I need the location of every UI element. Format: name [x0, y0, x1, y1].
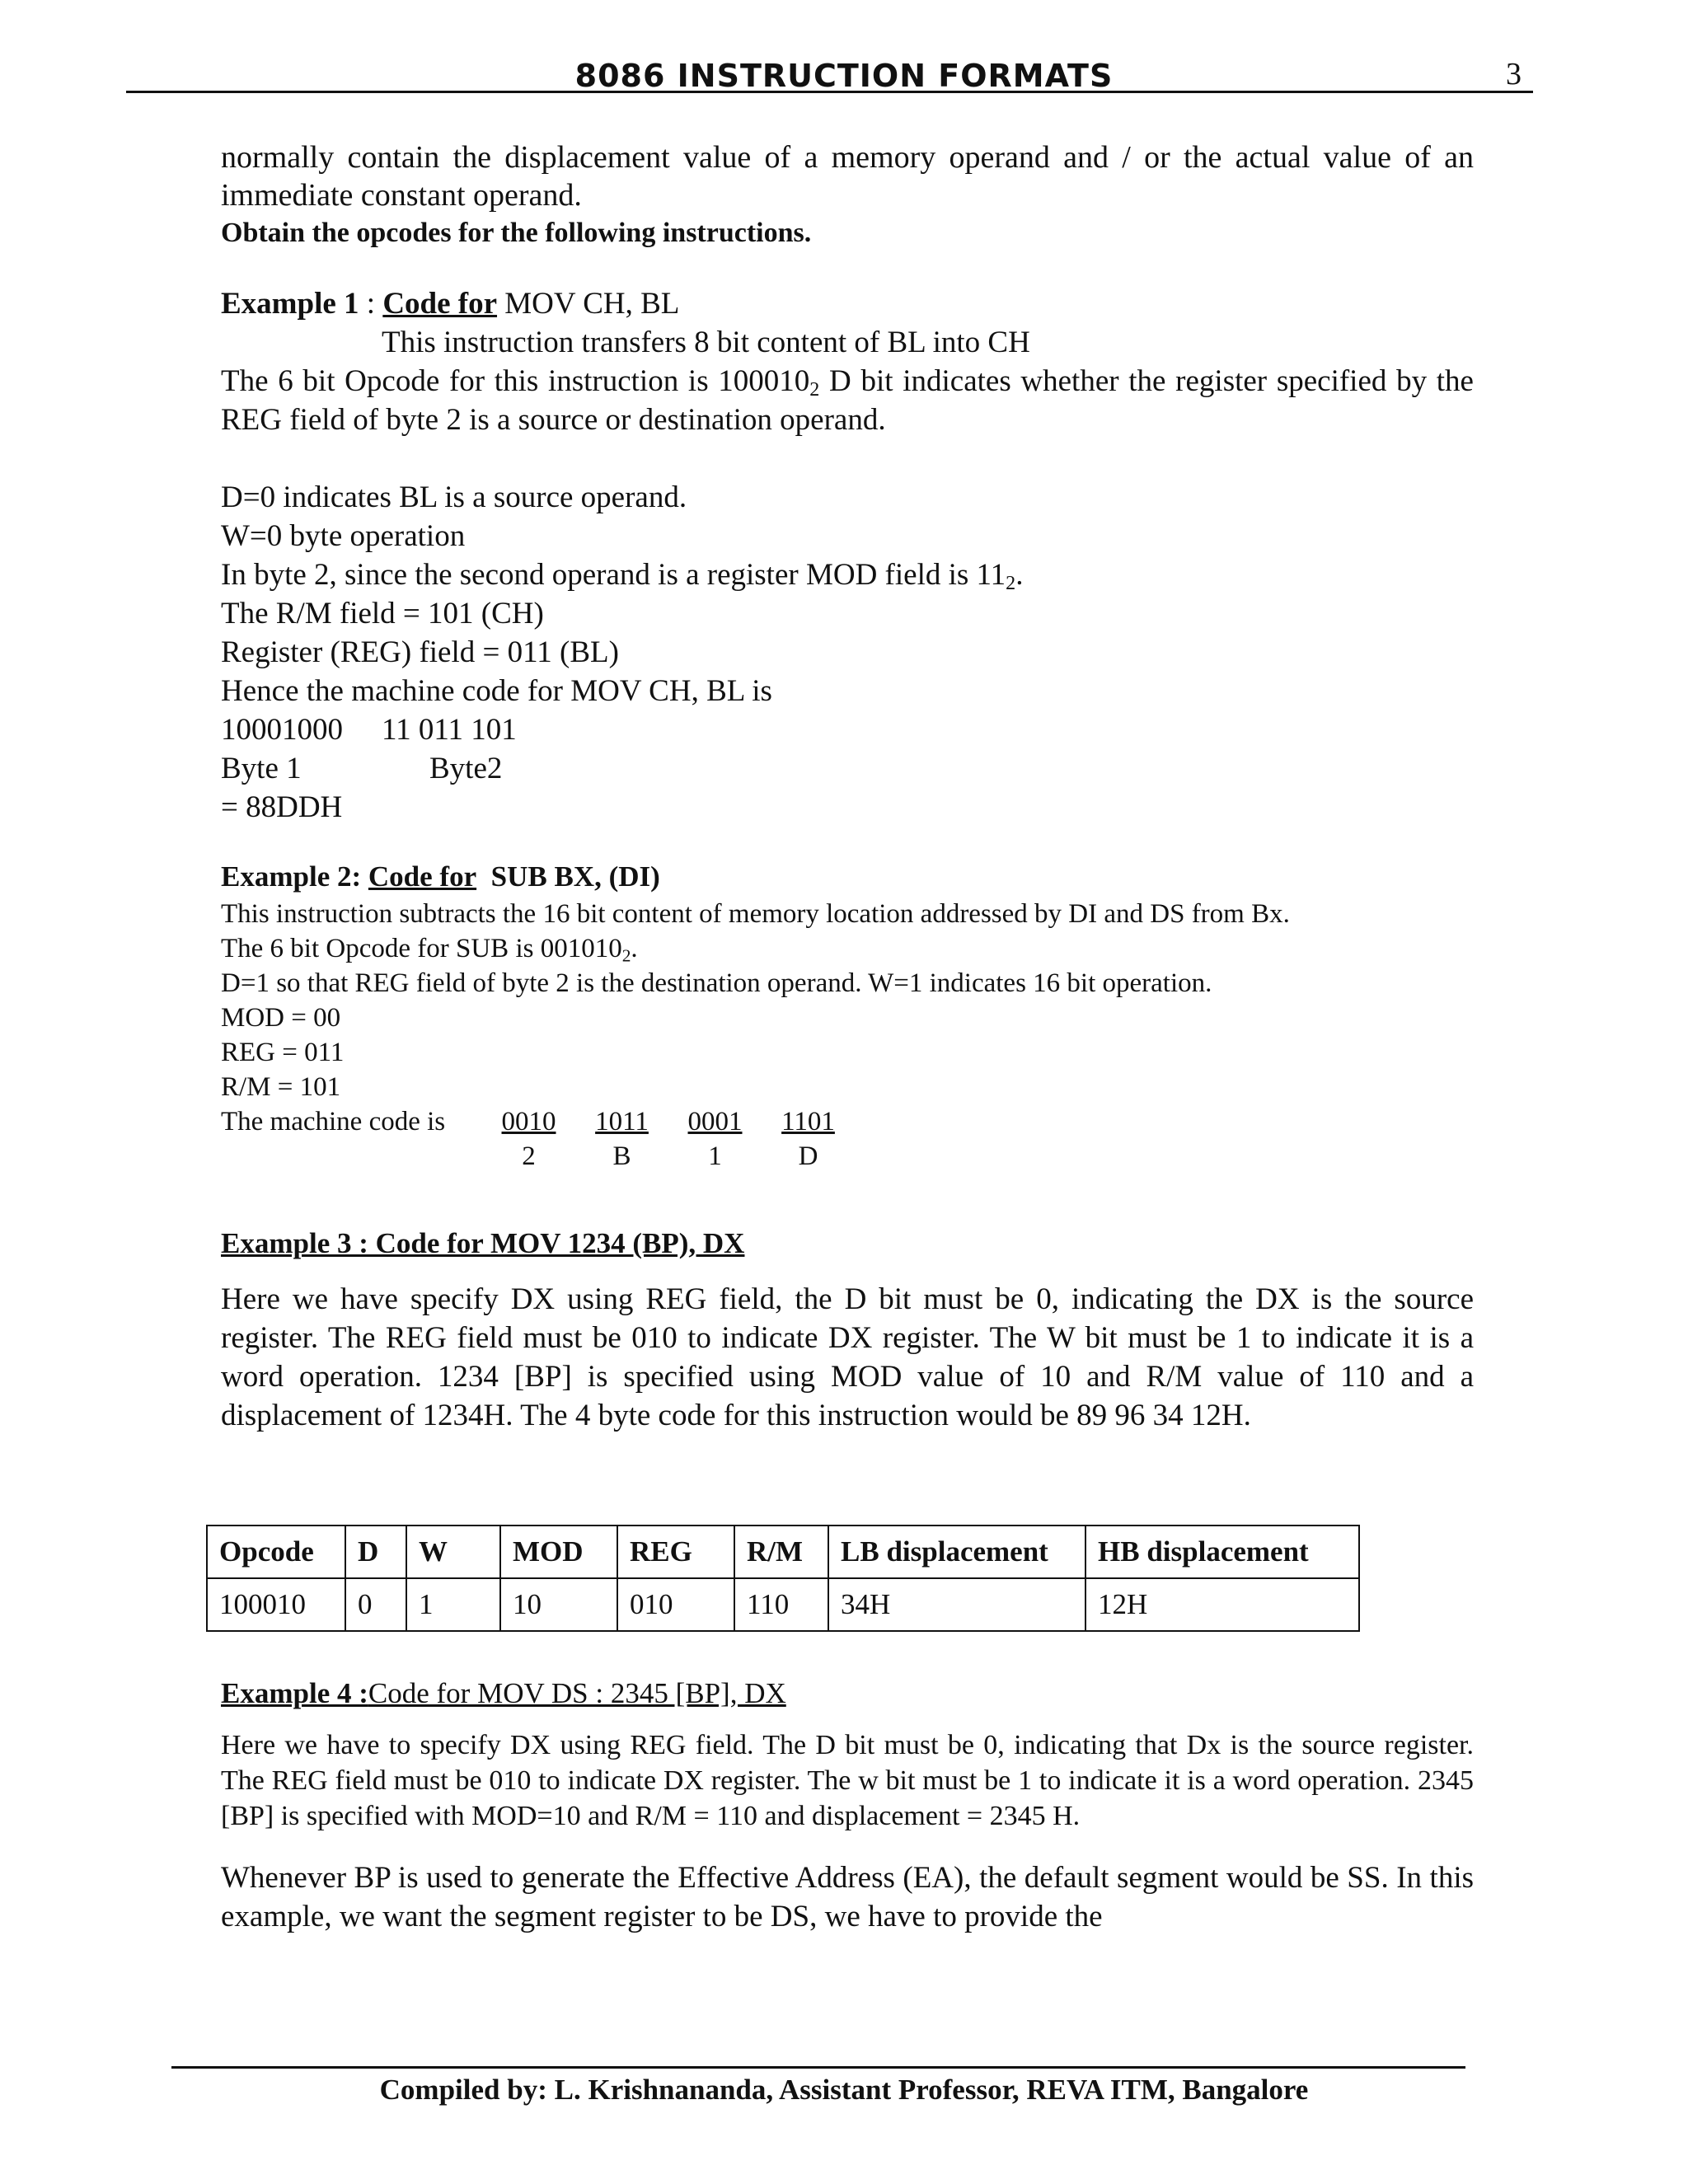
- example-2-nibble: 1101: [781, 1107, 835, 1137]
- example-1-opcode-subscript: 2: [809, 379, 820, 401]
- example-2-rm: R/M = 101: [221, 1072, 341, 1102]
- table-cell: 12H: [1085, 1578, 1359, 1631]
- example-3: [221, 1224, 1474, 1435]
- example-1-byte1-label: Byte 1: [221, 752, 302, 785]
- table-header-row: [207, 1526, 1359, 1578]
- table-cell: 34H: [828, 1578, 1085, 1631]
- example-1-code-for: Code for: [382, 287, 498, 321]
- example-2-reg: REG = 011: [221, 1038, 345, 1067]
- example-1-hence-line: Hence the machine code for MOV CH, BL is: [221, 674, 772, 708]
- example-1-byte1-bits: 10001000: [221, 713, 343, 747]
- example-3-heading: Example 3 : Code for MOV 1234 (BP), DX: [221, 1227, 745, 1259]
- example-4-heading: [221, 1675, 1474, 1713]
- example-3-paragraph: Here we have specify DX using REG field, the D bit must be 0, indicating the DX is the source register. The REG field must be 010 to indicate DX register. The W bit must be 1 to indicate it is a word operation. 1234 [BP] is specified using MOD value of 10 and R/M value of 110 and a displacement of 1234H. The 4 byte code for this instruction would be 89 96 34 12H.: [221, 1282, 1474, 1432]
- example-1-opcode-paragraph: [221, 362, 1474, 439]
- example-1-w-line: W=0 byte operation: [221, 519, 466, 553]
- example-1-mod-text: In byte 2, since the second operand is a register MOD field is 11: [221, 558, 1006, 592]
- example-2-label: Example 2:: [221, 860, 362, 893]
- example-1-byte-labels: [221, 749, 1474, 788]
- example-1-instruction: MOV CH, BL: [497, 287, 680, 321]
- spacer: [221, 439, 1474, 478]
- example-4-label: Example 4 :: [221, 1677, 368, 1709]
- example-2-nibble: 1011: [595, 1107, 649, 1137]
- footer-text: Compiled by: L. Krishnananda, Assistant Professor, REVA ITM, Bangalore: [379, 2074, 1309, 2106]
- example-1-d-line: D=0 indicates BL is a source operand.: [221, 480, 687, 514]
- example-2-heading: [221, 857, 1474, 897]
- example-2-hex-digit: B: [612, 1141, 631, 1171]
- table-header-cell: Opcode: [207, 1526, 345, 1578]
- example-1-label: Example 1: [221, 287, 359, 321]
- table-header-cell: W: [406, 1526, 500, 1578]
- example-1-result: = 88DDH: [221, 790, 343, 824]
- example-2-machine-code: [221, 1104, 1474, 1139]
- table-row: [207, 1578, 1359, 1631]
- page-header-title: 8086 INSTRUCTION FORMATS: [574, 58, 1114, 94]
- example-1-byte2-bits: 11 011 101: [382, 713, 517, 747]
- example-2-hex-digits: [221, 1139, 1474, 1174]
- header-divider: [126, 91, 1533, 93]
- example-1-mod-line: [221, 555, 1474, 594]
- intro-section: [221, 138, 1474, 252]
- table-header-cell: REG: [617, 1526, 734, 1578]
- example-1-reg-line: Register (REG) field = 011 (BL): [221, 635, 619, 669]
- table-cell: 110: [734, 1578, 828, 1631]
- table-header-cell: LB displacement: [828, 1526, 1085, 1578]
- table-cell: 100010: [207, 1578, 345, 1631]
- example-4-instruction: Code for MOV DS : 2345 [BP], DX: [368, 1677, 786, 1709]
- example-2-machine-label: The machine code is: [221, 1107, 446, 1137]
- table-cell: 010: [617, 1578, 734, 1631]
- example-2-hex-digit: D: [798, 1141, 818, 1171]
- table-cell: 0: [345, 1578, 406, 1631]
- example-2-hex-digit: 2: [522, 1141, 536, 1171]
- example-2-instruction: SUB BX, (DI): [490, 860, 660, 893]
- example-4-paragraph-2: Whenever BP is used to generate the Effective Address (EA), the default segment would be SS. In this example, we want the segment register to be DS, we have to provide the: [221, 1861, 1474, 1933]
- table-cell: 1: [406, 1578, 500, 1631]
- intro-instruction: Obtain the opcodes for the following instructions.: [221, 218, 812, 248]
- example-1-byte2-label: Byte2: [429, 752, 503, 785]
- example-1-description: This instruction transfers 8 bit content of BL into CH: [382, 326, 1030, 359]
- example-1-rm-line: The R/M field = 101 (CH): [221, 597, 544, 630]
- example-2-hex-digit: 1: [708, 1141, 722, 1171]
- table-header-cell: MOD: [500, 1526, 617, 1578]
- example-1-machine-bits: [221, 710, 1474, 749]
- example-2: [221, 857, 1474, 1174]
- example-2-opcode-text: The 6 bit Opcode for SUB is 001010: [221, 934, 622, 963]
- example-2-nibble: 0001: [687, 1107, 743, 1137]
- footer-divider: [171, 2066, 1465, 2069]
- example-2-mod: MOD = 00: [221, 1003, 341, 1033]
- example-2-description: This instruction subtracts the 16 bit content of memory location addressed by DI and DS from Bx.: [221, 899, 1290, 929]
- example-4-paragraph: Here we have to specify DX using REG field. The D bit must be 0, indicating that Dx is the source register. The REG field must be 010 to indicate DX register. The w bit must be 1 to indicate it is a word operation. 2345 [BP] is specified with MOD=10 and R/M = 110 and displacement = 2345 H.: [221, 1730, 1474, 1831]
- example-1: [221, 284, 1474, 827]
- example-1-mod-period: .: [1015, 558, 1024, 592]
- example-2-opcode-subscript: 2: [621, 945, 631, 966]
- example-2-code-for: Code for: [368, 860, 477, 893]
- example-2-d-line: D=1 so that REG field of byte 2 is the destination operand. W=1 indicates 16 bit operation.: [221, 968, 1212, 998]
- table-cell: 10: [500, 1578, 617, 1631]
- example-1-mod-subscript: 2: [1006, 573, 1016, 594]
- intro-paragraph: normally contain the displacement value of a memory operand and / or the actual value of an immediate constant operand.: [221, 140, 1474, 213]
- instruction-format-table: [206, 1525, 1360, 1632]
- table-header-cell: R/M: [734, 1526, 828, 1578]
- example-1-opcode-text: The 6 bit Opcode for this instruction is 100010: [221, 364, 810, 398]
- example-1-heading: [221, 284, 1474, 323]
- table-header-cell: D: [345, 1526, 406, 1578]
- example-2-nibble: 0010: [501, 1107, 556, 1137]
- example-1-sep: :: [359, 287, 383, 321]
- example-4: [221, 1675, 1474, 1936]
- example-2-opcode: [221, 931, 1474, 966]
- page-number: 3: [1506, 57, 1522, 91]
- example-1-opcode-text-cont: D bit indicates whether the register specified by the REG field of byte 2 is a source or destination operand.: [221, 364, 1474, 437]
- example-2-opcode-period: .: [631, 934, 638, 963]
- table-header-cell: HB displacement: [1085, 1526, 1359, 1578]
